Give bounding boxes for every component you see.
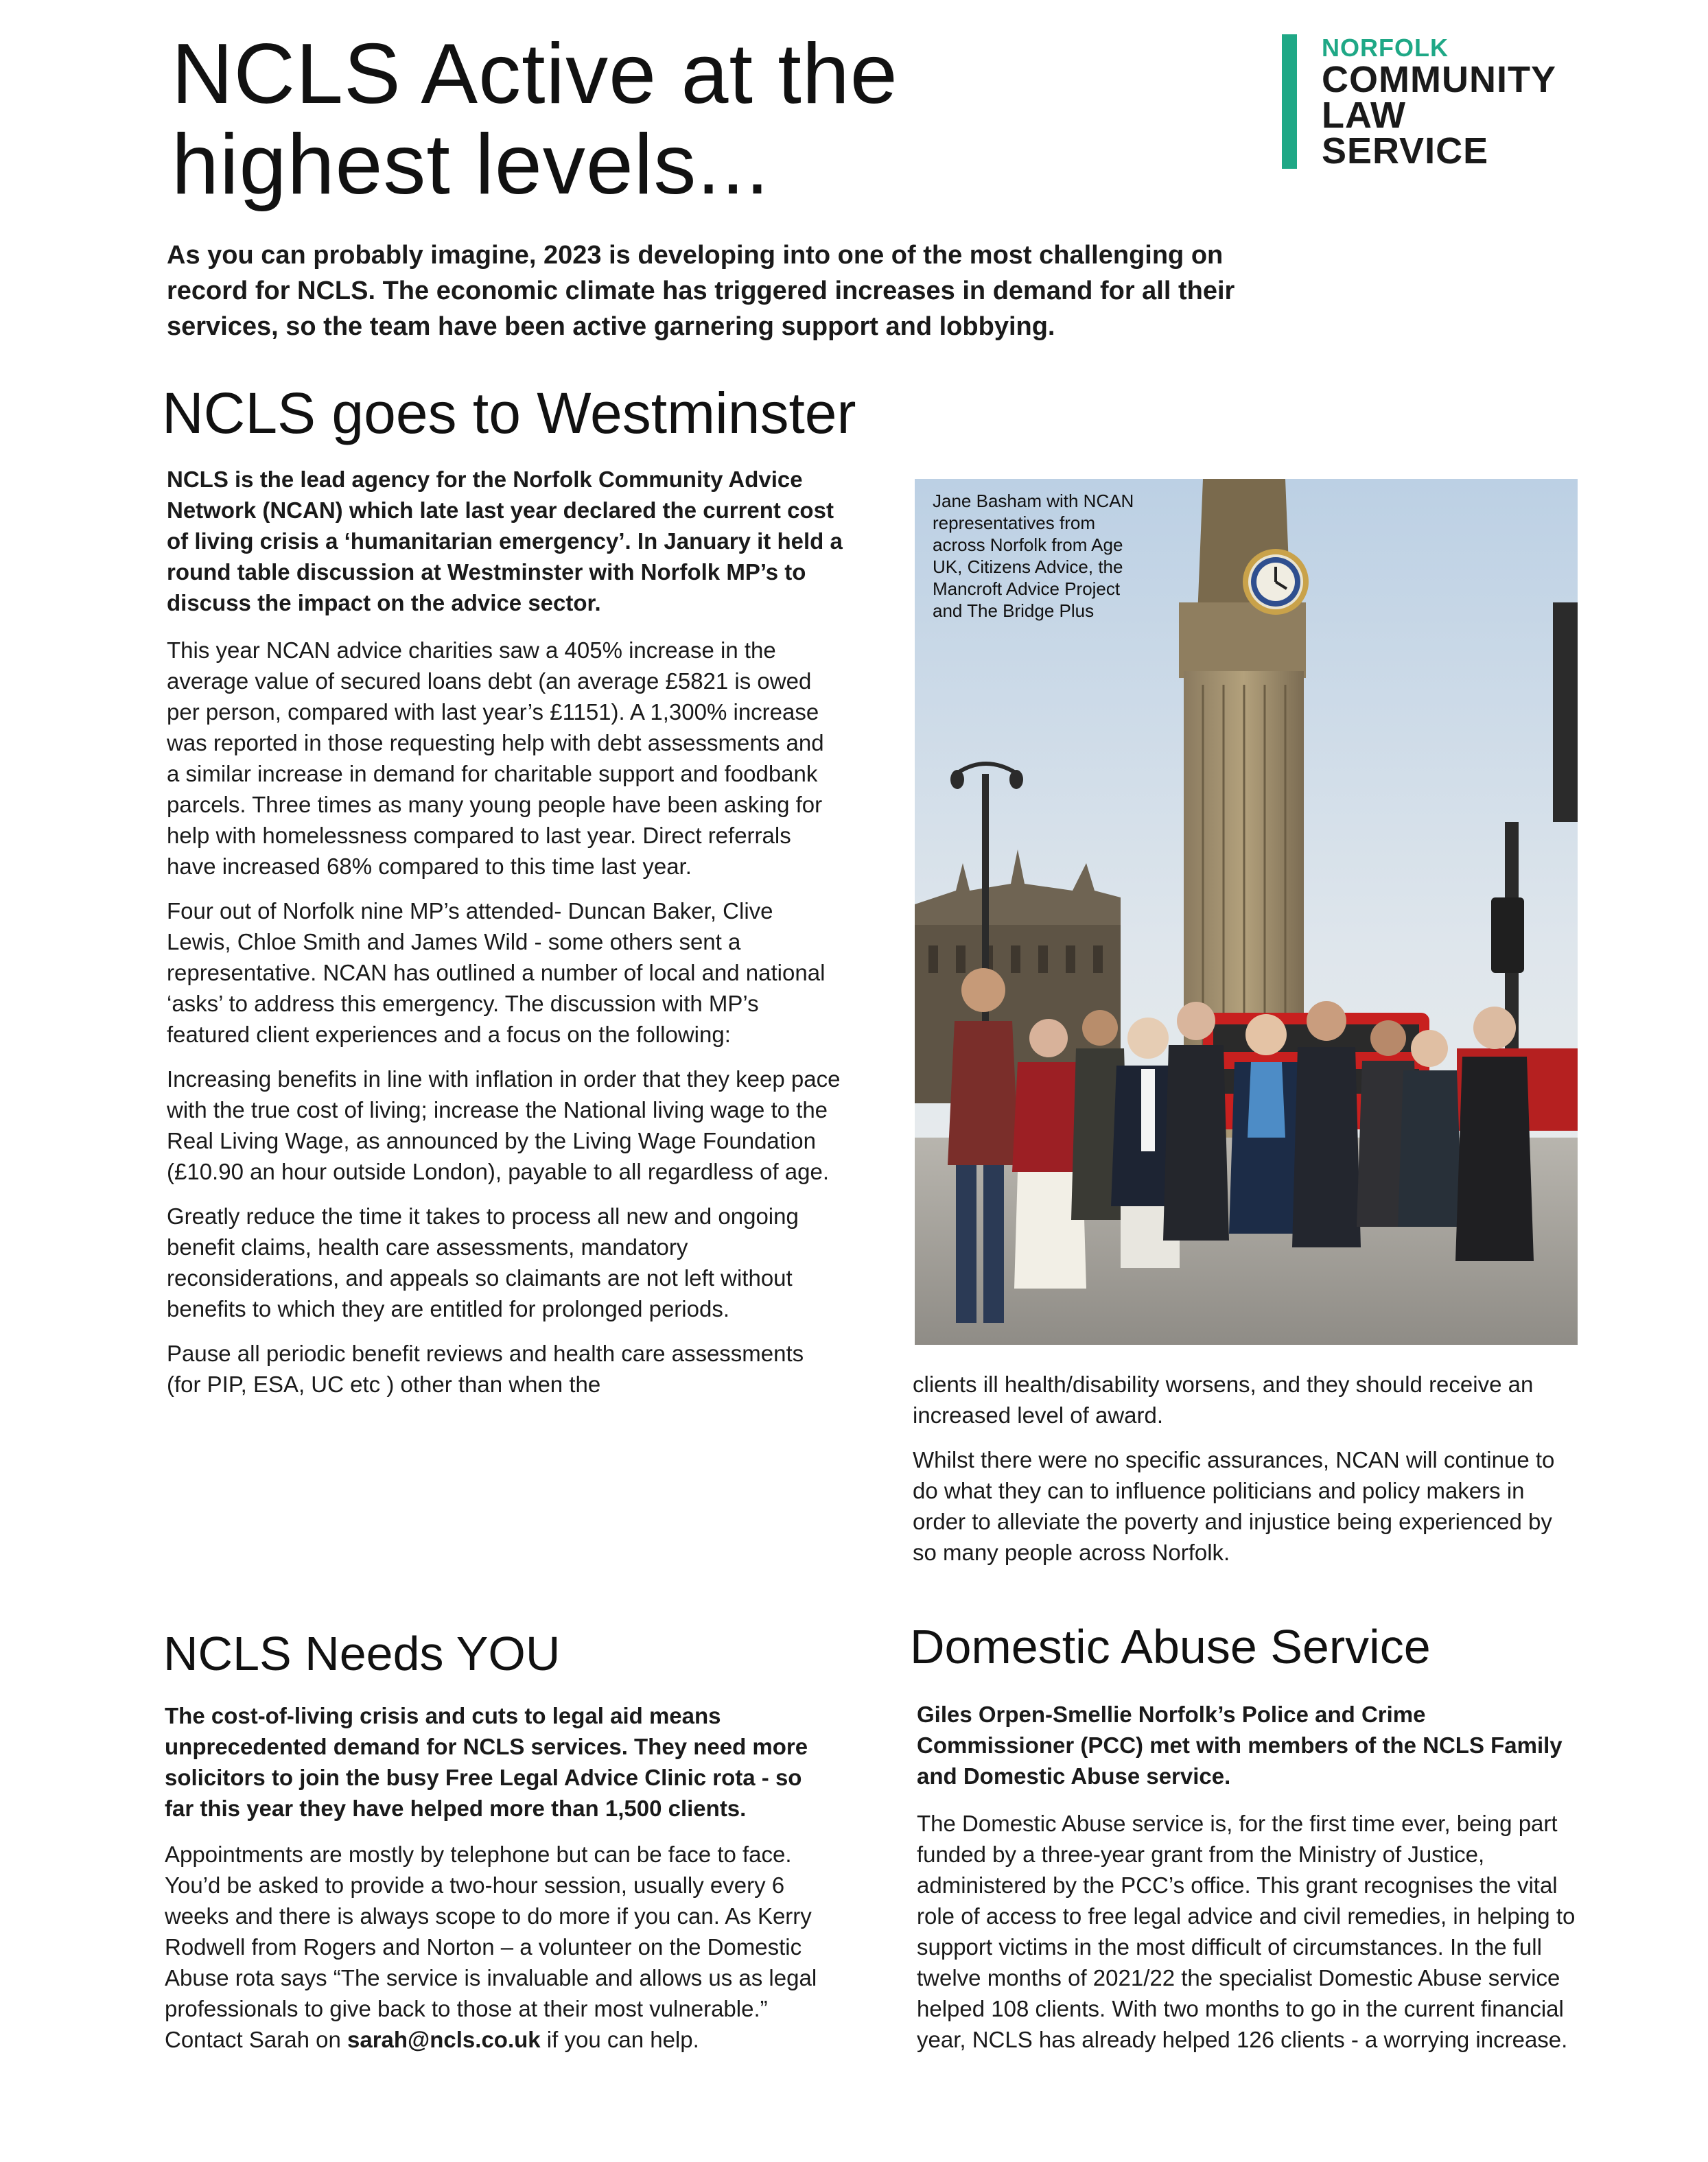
logo-community: COMMUNITY bbox=[1322, 59, 1556, 100]
logo-accent-bar bbox=[1282, 34, 1297, 169]
domestic-abuse-heading: Domestic Abuse Service bbox=[910, 1620, 1431, 1673]
headline-line-2: highest levels... bbox=[172, 117, 770, 212]
westminster-paragraph-3: Increasing benefits in line with inflation in order that they keep pace with the true cost of living; increase the National living wage to the Real Living Wage, as announced by the Living Wage Foundation (£10.90 an hour outside London), payable to all regardless of age. bbox=[167, 1066, 841, 1184]
needs-you-body-end: if you can help. bbox=[540, 2027, 699, 2052]
needs-you-section bbox=[165, 1700, 834, 2069]
domestic-abuse-body: The Domestic Abuse service is, for the first time ever, being part funded by a three-year grant from the Ministry of Justice, administered by the PCC’s office. This grant recognises the vital role of access to free legal advice and civil remedies, in helping to support victims in the most difficult of circumstances. In the full twelve months of 2021/22 the specialist Domestic Abuse service helped 108 clients. With two months to go in the current financial year, NCLS has already helped 126 clients - a worrying increase. bbox=[917, 1811, 1576, 2052]
contact-email-link[interactable]: sarah@ncls.co.uk bbox=[347, 2027, 541, 2052]
needs-you-body bbox=[165, 1839, 834, 2055]
westminster-heading: NCLS goes to Westminster bbox=[162, 381, 856, 445]
logo-norfolk: NORFOLK bbox=[1322, 34, 1449, 62]
westminster-continued-1: clients ill health/disability worsens, and they should receive an increased level of award. bbox=[913, 1372, 1534, 1428]
westminster-right-column bbox=[913, 1369, 1575, 1582]
needs-you-heading: NCLS Needs YOU bbox=[163, 1627, 561, 1680]
ncls-logo bbox=[1282, 34, 1591, 172]
logo-law: LAW bbox=[1322, 95, 1406, 136]
needs-you-body-text: Appointments are mostly by telephone but can be face to face. You’d be asked to provide a two-hour session, usually every 6 weeks and there is always scope to do more if you can. As Kerry Rodwell from Rogers and Norton – a volunteer on the Domestic Abuse rota says “The service is invaluable and allows us as legal professionals to give back to those at their most vulnerable.” Contact Sarah on bbox=[165, 1842, 817, 2052]
westminster-left-column bbox=[167, 464, 843, 1413]
westminster-photo bbox=[915, 479, 1578, 1345]
westminster-paragraph-4: Greatly reduce the time it takes to process all new and ongoing benefit claims, health care assessments, mandatory reconsiderations, and appeals so claimants are not left without benefits to which they are entitled for prolonged periods. bbox=[167, 1203, 799, 1321]
westminster-paragraph-5: Pause all periodic benefit reviews and health care assessments (for PIP, ESA, UC etc ) other than when the bbox=[167, 1341, 804, 1397]
photo-caption: Jane Basham with NCAN representatives from across Norfolk from Age UK, Citizens Advice, the Mancroft Advice Project and The Bridge Plus bbox=[933, 491, 1134, 621]
westminster-paragraph-1: This year NCAN advice charities saw a 405% increase in the average value of secured loans debt (an average £5821 is owed per person, compared with last year’s £1151). A 1,300% increase was reported in those requesting help with debt assessments and a similar increase in demand for charitable support and foodbank parcels. Three times as many young people have been asking for help with homelessness compared to last year. Direct referrals have increased 68% compared to this time last year. bbox=[167, 637, 824, 879]
westminster-continued-2: Whilst there were no specific assurances, NCAN will continue to do what they can to influence politicians and policy makers in order to alleviate the poverty and injustice being experienced by so many people across Norfolk. bbox=[913, 1447, 1555, 1565]
westminster-lead: NCLS is the lead agency for the Norfolk Community Advice Network (NCAN) which late last year declared the current cost of living crisis a ‘humanitarian emergency’. In January it held a round table discussion at Westminster with Norfolk MP’s to discuss the impact on the advice sector. bbox=[167, 467, 843, 615]
page-headline bbox=[172, 29, 1201, 210]
westminster-paragraph-2: Four out of Norfolk nine MP’s attended- Duncan Baker, Clive Lewis, Chloe Smith and James Wild - some others sent a representative. NCAN has outlined a number of local and national ‘asks’ to address this emergency. The discussion with MP’s featured client experiences and a focus on the following: bbox=[167, 898, 826, 1047]
headline-line-1: NCLS Active at the bbox=[172, 27, 898, 121]
domestic-abuse-section bbox=[917, 1699, 1576, 2069]
logo-service: SERVICE bbox=[1322, 130, 1489, 172]
intro-text: As you can probably imagine, 2023 is developing into one of the most challenging on record for NCLS. The economic climate has triggered increases in demand for all their services, so the team have been active garnering support and lobbying. bbox=[167, 241, 1235, 341]
domestic-abuse-lead: Giles Orpen-Smellie Norfolk’s Police and Crime Commissioner (PCC) met with members of the NCLS Family and Domestic Abuse service. bbox=[917, 1702, 1563, 1789]
needs-you-lead: The cost-of-living crisis and cuts to legal aid means unprecedented demand for NCLS services. They need more solicitors to join the busy Free Legal Advice Clinic rota - so far this year they have helped more than 1,500 clients. bbox=[165, 1703, 808, 1821]
